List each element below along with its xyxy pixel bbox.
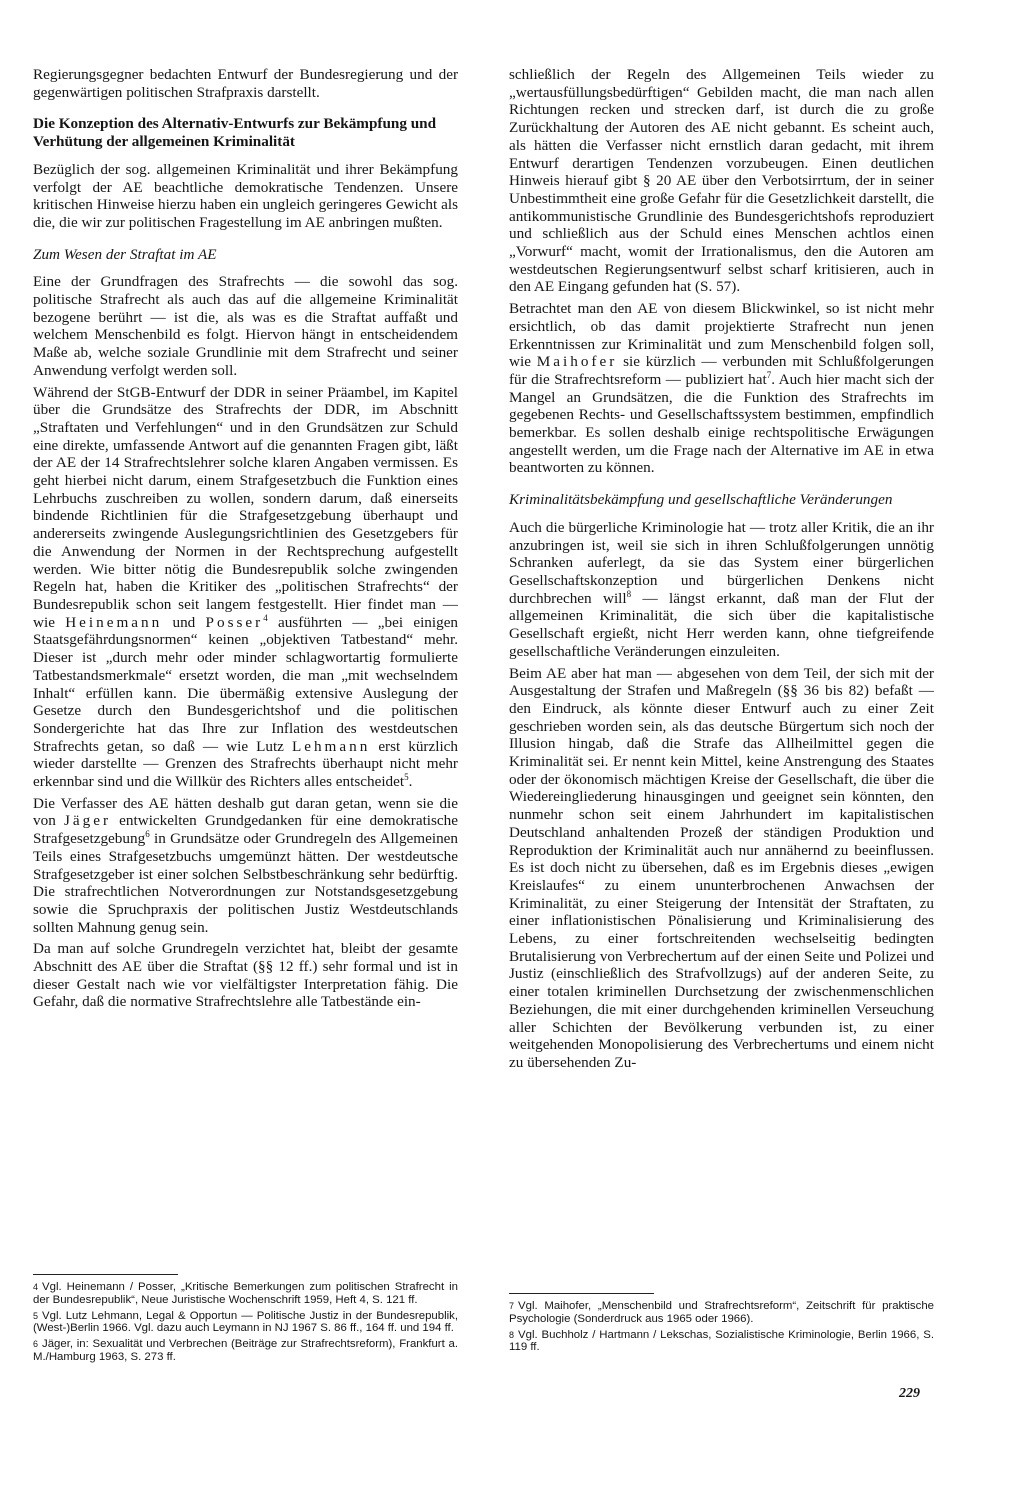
subheading-wesen-der-straftat: Zum Wesen der Straftat im AE: [33, 245, 217, 263]
footnote: [509, 1300, 934, 1326]
author-name: Heinemann: [65, 613, 163, 631]
author-name: Posser: [205, 613, 264, 631]
author-name: Jäger: [63, 812, 111, 830]
section-heading-konzeption: Die Konzeption des Alternativ-Entwurfs zur Bekämpfung und Verhütung der allgemeinen Kriminalität: [33, 115, 437, 151]
footnotes-left: [33, 1264, 458, 1367]
footnote-number: 8: [509, 1329, 515, 1340]
footnote-ref: 6: [145, 829, 150, 840]
footnote-ref: 5: [404, 771, 409, 782]
footnote-divider: [509, 1293, 654, 1294]
text-run: ausführten — „bei einigen Staatsgefährdungsnormen“ keinen „objektiven Tatbestand“ mehr. Dieser ist „durch mehr oder minder schlagwortartig formulierte Tatbestandsmerkmale“ ersetzt worden, die man „mit wechselndem Inhalt“ erfüllen kann. Die übermäßig extensive Auslegung der Gesetze durch den Bundesgerichtshof und die politischen Sondergerichte hat das Ihre zur Inflation des westdeutschen Strafrechts getan, so daß — wie: [33, 613, 459, 755]
footnote-text: Vgl. Heinemann / Posser, „Kritische Bemerkungen zum politischen Strafrecht in der Bundesrepublik“, Neue Juristische Wochenschrift 1959, Heft 4, S. 121 ff.: [33, 1281, 458, 1306]
footnote-number: 7: [509, 1301, 515, 1311]
text-run: .: [408, 773, 413, 791]
footnote-ref: 8: [626, 588, 632, 599]
footnote-ref: 4: [263, 612, 268, 623]
footnotes-right: [509, 1283, 934, 1357]
footnote-number: 5: [33, 1310, 39, 1321]
footnote-text: Vgl. Maihofer, „Menschenbild und Strafrechtsreform“, Zeitschrift für praktische Psychologie (Sonderdruck aus 1965 oder 1966).: [509, 1300, 934, 1325]
footnote-text: Jäger, in: Sexualität und Verbrechen (Beiträge zur Strafrechtsreform), Frankfurt a. M./Hamburg 1963, S. 273 ff.: [33, 1338, 458, 1363]
text-run: erst kürzlich wieder darstellte — Grenzen des Strafrechts überhaupt nicht mehr erkennbar sind und die Willkür des Richters alles entscheidet: [33, 737, 459, 791]
footnote-text: Vgl. Buchholz / Hartmann / Lekschas, Sozialistische Kriminologie, Berlin 1966, S. 119 ff.: [509, 1328, 934, 1354]
right-column: [509, 66, 934, 1076]
paragraph: Beim AE aber hat man — abgesehen von dem Teil, der sich mit der Ausgestaltung der Strafen und Maßregeln (§§ 36 bis 82) befaßt — den Eindruck, als könnte dieser Entwurf auch zu einer Zeit geschrieben worden sein, als das deutsche Bürgertum sich noch der Illusion hingab, daß die Strafe das Allheilmittel gegen die Kriminalität sei. Er nennt kein Mittel, keine Anstrengung des Staates oder der ökonomisch mächtigen Kreise der Gesellschaft, die über die Wiedereingliederung hinausgingen und geeignet sein könnten, den nunmehr schon seit einem Jahrhundert im kapitalistischen Deutschland anhaltenden Prozeß der ständigen Produktion und Reproduktion der Kriminalität auch nur annähernd zu beeinflussen. Es ist doch nicht zu übersehen, daß es im Ergebnis dieses „ewigen Kreislaufes“ zu einem ununterbrochenen Anwachsen der Kriminalität, zu einer Steigerung der Intensität der Straftaten, zu einer inflationistischen Pönalisierung und Kriminalisierung des Lebens, zu einer fortschreitenden wechselseitig bedingten Brutalisierung von Verbrechertum auf der einen Seite und Polizei und Justiz (einschließlich des Strafvollzugs) auf der anderen Seite, zu einer totalen kriminellen Durchsetzung der zwischenmenschlichen Beziehungen, die mit einer durchgehenden kriminellen Verseuchung aller Schichten der Bevölkerung verbunden ist, zu einer weitgehenden Monopolisierung des Verbrechertums und einem nicht zu übersehenden Zu-: [509, 664, 934, 1071]
paragraph: Eine der Grundfragen des Strafrechts — die sowohl das sog. politische Strafrecht als auch das auf die allgemeine Kriminalität bezogene berührt — ist die, als was es die Straftat auffaßt und welchem Menschenbild es folgt. Hiervon hängt in entscheidendem Maße ab, welche soziale Grundlinie mit dem Strafrecht und seiner Anwendung verfolgt werden soll.: [33, 273, 458, 379]
paragraph: [509, 300, 934, 477]
author-name: Lutz: [256, 737, 284, 755]
paragraph-intro: Regierungsgegner bedachten Entwurf der Bundesregierung und der gegenwärtigen politischen Strafpraxis darstellt.: [33, 66, 458, 101]
footnote-divider: [33, 1274, 178, 1275]
paragraph: [33, 795, 458, 937]
text-run: . Auch hier macht sich der Mangel an Grundsätzen, die die Funktion des Strafrechts im gegebenen Rechts- und Gesellschaftssystem bestimmen, empfindlich bemerkbar. Es sollen deshalb einige rechtspolitische Erwägungen angestellt werden, um die Frage nach der Alternative im AE in etwa beantworten zu können.: [509, 370, 934, 477]
footnote-number: 4: [33, 1282, 39, 1292]
footnote-number: 6: [33, 1339, 39, 1350]
text-run: Während der StGB-Entwurf der DDR in seiner Präambel, im Kapitel über die Grundsätze des Strafrechts der DDR, im Abschnitt „Straftaten und Verfehlungen“ und in den Grundsätzen zur Schuld eine direkte, umfassende Antwort auf die genannten Fragen gibt, läßt der AE der 14 Strafrechtslehrer solche klaren Angaben vermissen. Es geht hierbei nicht darum, einem Strafgesetzbuch die Funktion eines Lehrbuchs zuschreiben zu wollen, sondern darum, daß einerseits bindende Richtlinien für die Strafgesetzgebung überhaupt und andererseits zwingende Auslegungsrichtlinien des Gesetzgebers für die Anwendung der Normen in der Rechtsprechung aufgestellt werden. Wie bitter nötig die Bundesrepublik solche zwingenden Regeln hat, haben die Kritiker des „politischen Strafrechts“ der Bundesrepublik schon seit langem festgestellt. Hier findet man — wie: [33, 383, 458, 631]
page-number: 229: [899, 1386, 920, 1401]
text-run: und: [172, 613, 196, 631]
subheading-kriminalitaetsbekaempfung: Kriminalitätsbekämpfung und gesellschaftliche Veränderungen: [509, 491, 893, 509]
footnote-text: Vgl. Lutz Lehmann, Legal & Opportun — Politische Justiz in der Bundesrepublik, (West-)Berlin 1966. Vgl. dazu auch Leymann in NJ 1967 S. 86 ff., 164 ff. und 194 ff.: [33, 1309, 458, 1335]
footnote: [509, 1329, 934, 1355]
footnote: [33, 1281, 458, 1307]
paragraph: Da man auf solche Grundregeln verzichtet hat, bleibt der gesamte Abschnitt des AE über die Straftat (§§ 12 ff.) sehr formal und ist in dieser Gestalt nach wie vor vielfältigster Interpretation fähig. Die Gefahr, daß die normative Strafrechtslehre alle Tatbestände ein-: [33, 940, 458, 1011]
left-column: [33, 66, 458, 1015]
text-run: — längst erkannt, daß man der Flut der allgemeinen Kriminalität, die sich über die kapitalistische Gesellschaft ergießt, nicht Herr werden kann, ohne tiefgreifende gesellschaftliche Veränderungen einzuleiten.: [509, 589, 934, 660]
paragraph: Bezüglich der sog. allgemeinen Kriminalität und ihrer Bekämpfung verfolgt der AE beachtliche demokratische Tendenzen. Unsere kritischen Hinweise hierzu haben ein ungleich geringeres Gewicht als die, die wir zur politischen Fragestellung im AE anbringen mußten.: [33, 160, 458, 231]
text-run: entwickelten Grundgedanken für eine demokratische Strafgesetzgebung: [33, 812, 459, 848]
text-run: Auch die bürgerliche Kriminologie hat — trotz aller Kritik, die an ihr anzubringen ist, weil sie sich in ihren Schlußfolgerungen unnötig Schranken auferlegt, da sie das System einer bürgerlichen Gesellschaftskonzeption und bürgerlichen Denkens nicht durchbrechen will: [509, 518, 934, 607]
paragraph: [509, 519, 934, 661]
author-name: Lehmann: [291, 737, 371, 755]
text-run: sie kürzlich — verbunden mit Schlußfolgerungen für die Strafrechtsreform — publiziert hat: [509, 353, 934, 388]
footnote: [33, 1310, 458, 1336]
paragraph: schließlich der Regeln des Allgemeinen Teils wieder zu „wertausfüllungsbedürftigen“ Gebilden macht, die man nach allen Richtungen recken und strecken darf, ist durch die zu große Zurückhaltung der Autoren des AE nicht gebannt. Es scheint auch, als hätten die Verfasser nicht ernstlich daran gedacht, mit ihrem Entwurf derartigen Tendenzen vorzubeugen. Einen deutlichen Hinweis hierauf gibt § 20 AE über den Verbotsirrtum, der in seiner Unbestimmtheit eine große Gefahr für die Gesetzlichkeit darstellt, die antikommunistische Grundlinie des Bundesgerichtshofs reproduziert und schließlich aus der Schuld eines Menschen achtlos einen „Vorwurf“ macht, womit der Irrationalismus, den die Autoren am westdeutschen Regierungsentwurf selbst scharf kritisieren, auch in den AE Eingang gefunden hat (S. 57).: [509, 66, 934, 296]
author-name: Maihofer: [536, 353, 618, 371]
footnote: [33, 1338, 458, 1364]
text-run: Die Verfasser des AE hätten deshalb gut daran getan, wenn sie die von: [33, 794, 458, 830]
footnote-ref: 7: [766, 369, 772, 380]
text-run: Betrachtet man den AE von diesem Blickwinkel, so ist nicht mehr ersichtlich, ob das damit projektierte Strafrecht nun jenen Erkenntnissen zur Kriminalität und zum Menschenbild folgen soll, wie: [509, 300, 934, 371]
text-run: in Grundsätze oder Grundregeln des Allgemeinen Teils eines Strafgesetzbuchs umgemünzt hätten. Der westdeutsche Strafgesetzgeber ist einer solchen Selbstbeschränkung sehr bedürftig. Die strafrechtlichen Notverordnungen zur Notstandsgesetzgebung sowie die Spruchpraxis der politischen Justiz Westdeutschlands sollten Mahnung genug sein.: [33, 830, 459, 936]
paragraph: [33, 384, 458, 791]
